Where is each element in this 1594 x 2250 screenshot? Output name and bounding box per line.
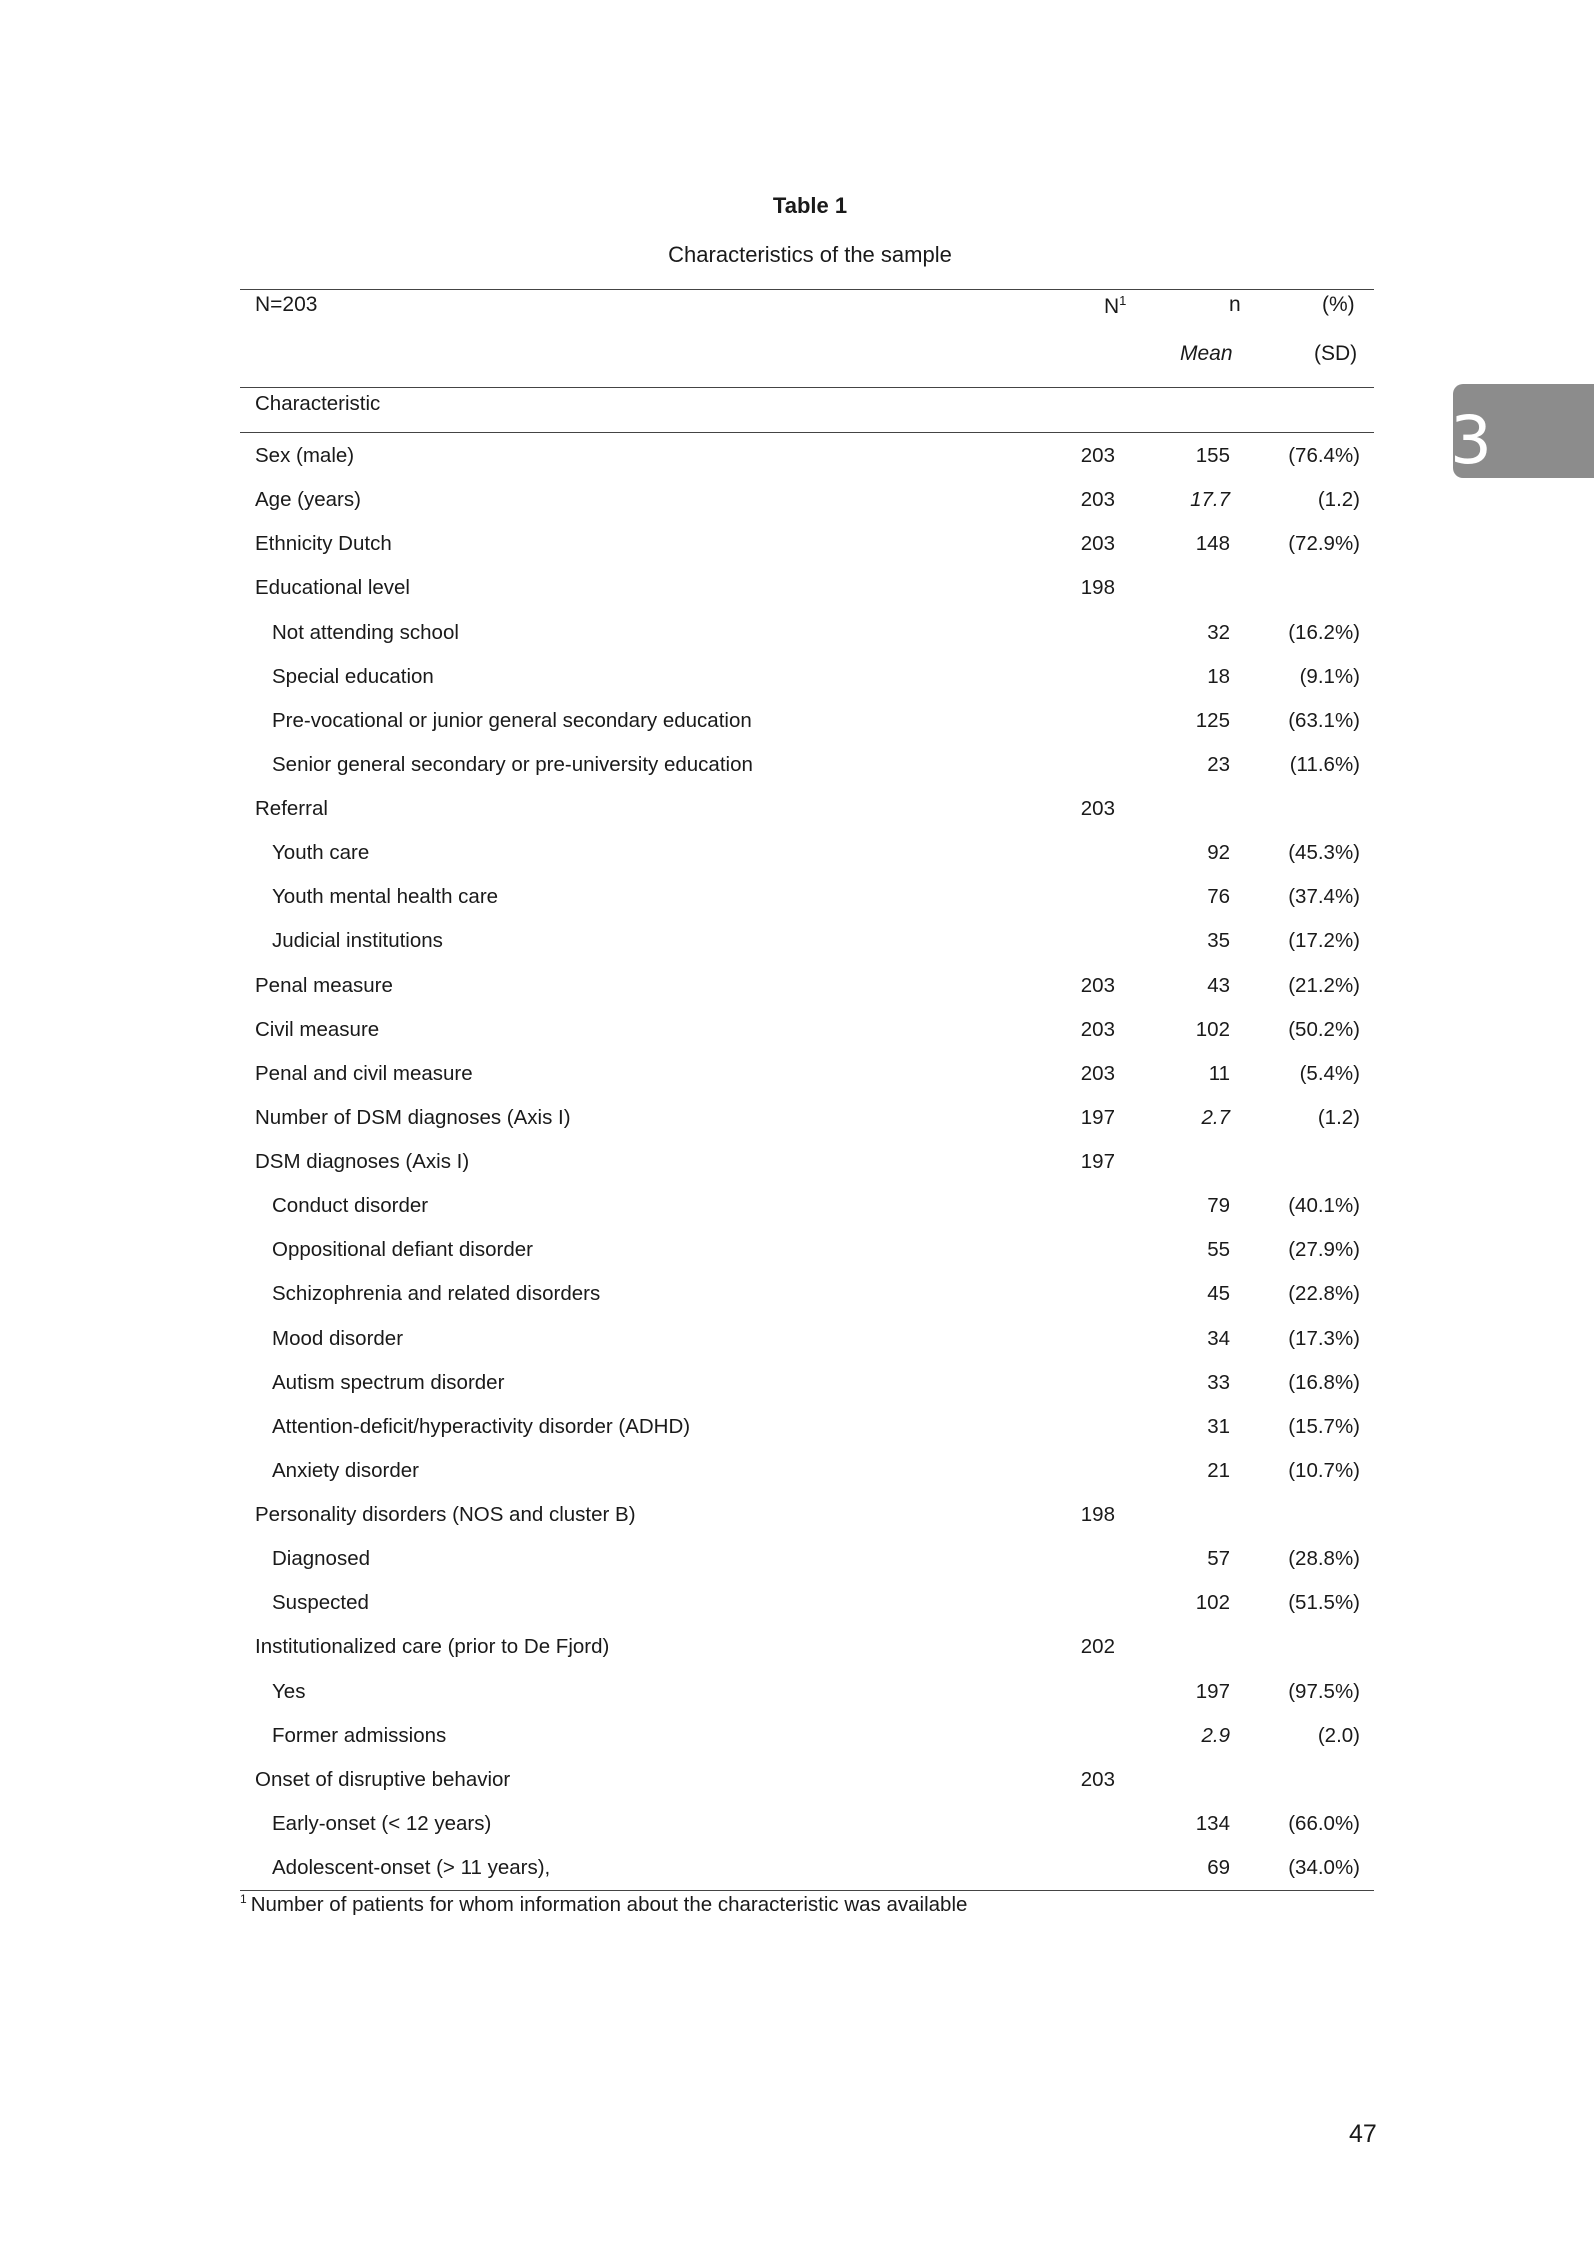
row-label: Former admissions — [272, 1723, 447, 1747]
row-value: 35 — [1207, 929, 1230, 953]
chapter-number: 3 — [1450, 402, 1492, 479]
row-n-total: 203 — [1080, 1017, 1115, 1041]
row-stat: (97.5%) — [1288, 1679, 1360, 1703]
table-row — [240, 1317, 1374, 1361]
row-n-total: 198 — [1080, 1503, 1115, 1527]
row-label: Oppositional defiant disorder — [272, 1238, 533, 1262]
n-total-header: $N^1$ — [1104, 293, 1127, 318]
row-n-total: 197 — [1080, 1150, 1115, 1174]
row-label: Educational level — [255, 576, 410, 600]
row-stat — [1230, 1493, 1374, 1537]
header-rule — [240, 387, 1374, 388]
row-value: 33 — [1207, 1370, 1230, 1394]
row-value: 32 — [1207, 620, 1230, 644]
n-header: n — [1229, 293, 1241, 316]
row-label: Youth mental health care — [272, 885, 499, 909]
row-stat: (21.2%) — [1288, 973, 1360, 997]
row-n-total — [1005, 1405, 1115, 1449]
top-rule — [240, 289, 1374, 290]
table-row — [240, 1581, 1374, 1625]
row-n-total: 203 — [1080, 1061, 1115, 1085]
row-value: 125 — [1195, 708, 1230, 732]
row-n-total — [1005, 1228, 1115, 1272]
table-row — [240, 655, 1374, 699]
table-row — [240, 1052, 1374, 1096]
row-n-total — [1005, 1846, 1115, 1890]
row-value: 31 — [1207, 1414, 1230, 1438]
row-stat: (5.4%) — [1299, 1061, 1360, 1085]
row-value: 69 — [1207, 1856, 1230, 1880]
row-value: 43 — [1207, 973, 1230, 997]
row-n-total — [1005, 699, 1115, 743]
row-n-total: 203 — [1080, 444, 1115, 468]
row-n-total: 197 — [1080, 1105, 1115, 1129]
table-row — [240, 1537, 1374, 1581]
row-label: Suspected — [272, 1591, 369, 1615]
row-stat: (50.2%) — [1288, 1017, 1360, 1041]
bottom-rule — [240, 1890, 1374, 1891]
row-label: Conduct disorder — [272, 1194, 429, 1218]
row-label: Schizophrenia and related disorders — [272, 1282, 601, 1306]
row-value — [1115, 1758, 1230, 1802]
table-row — [240, 699, 1374, 743]
row-stat: (34.0%) — [1288, 1856, 1360, 1880]
row-label: Onset of disruptive behavior — [255, 1767, 511, 1791]
body-top-rule — [240, 432, 1374, 433]
table-row — [240, 1493, 1374, 1537]
row-n-total — [1005, 1714, 1115, 1758]
row-n-total — [1005, 1581, 1115, 1625]
row-label: Number of DSM diagnoses (Axis I) — [255, 1105, 571, 1129]
row-stat: (27.9%) — [1288, 1238, 1360, 1262]
row-stat: (72.9%) — [1288, 532, 1360, 556]
row-stat: (17.2%) — [1288, 929, 1360, 953]
table-row — [240, 743, 1374, 787]
row-label: Special education — [272, 664, 434, 688]
table-row — [240, 1714, 1374, 1758]
table-row — [240, 1096, 1374, 1140]
row-value: 197 — [1195, 1679, 1230, 1703]
row-n-total — [1005, 655, 1115, 699]
row-stat — [1230, 787, 1374, 831]
row-value — [1115, 787, 1230, 831]
table-row — [240, 831, 1374, 875]
row-value: 2.9 — [1201, 1723, 1230, 1747]
row-stat: (10.7%) — [1288, 1458, 1360, 1482]
row-value: 11 — [1208, 1061, 1230, 1085]
row-label: Diagnosed — [272, 1547, 371, 1571]
row-n-total — [1005, 1802, 1115, 1846]
row-value — [1115, 1140, 1230, 1184]
row-value: 102 — [1195, 1017, 1230, 1041]
row-label: Referral — [255, 797, 328, 821]
table-row — [240, 1625, 1374, 1669]
row-value: 148 — [1195, 532, 1230, 556]
table-row — [240, 875, 1374, 919]
row-label: Adolescent-onset (> 11 years), — [272, 1856, 551, 1880]
table-row — [240, 1140, 1374, 1184]
table-row — [240, 522, 1374, 566]
row-n-total: 203 — [1080, 532, 1115, 556]
table-row — [240, 1228, 1374, 1272]
table-title: Table 1 — [772, 193, 848, 218]
row-n-total: 203 — [1080, 973, 1115, 997]
percent-header: (%) — [1322, 293, 1355, 316]
row-stat: (2.0) — [1317, 1723, 1360, 1747]
characteristics-table — [240, 434, 1374, 1890]
row-n-total: 203 — [1080, 797, 1115, 821]
table-row — [240, 1272, 1374, 1316]
row-n-total — [1005, 875, 1115, 919]
row-label: Sex (male) — [255, 444, 355, 468]
table-row — [240, 919, 1374, 963]
row-stat: (9.1%) — [1299, 664, 1360, 688]
sample-size-header: N=203 — [255, 293, 318, 316]
row-label: Pre-vocational or junior general secondary education — [272, 708, 752, 732]
row-label: Autism spectrum disorder — [272, 1370, 505, 1394]
row-label: Personality disorders (NOS and cluster B) — [255, 1503, 636, 1527]
row-n-total — [1005, 1537, 1115, 1581]
row-n-total: 202 — [1080, 1635, 1115, 1659]
footnote: $^1$ Number of patients for whom information about the characteristic was available — [240, 1892, 968, 1916]
row-value — [1115, 566, 1230, 610]
row-value: 55 — [1207, 1238, 1230, 1262]
row-n-total — [1005, 1184, 1115, 1228]
row-label: Age (years) — [255, 488, 361, 512]
row-label: DSM diagnoses (Axis I) — [255, 1150, 470, 1174]
row-label: Penal measure — [255, 973, 393, 997]
row-label: Mood disorder — [272, 1326, 404, 1350]
row-label: Senior general secondary or pre-university education — [272, 752, 753, 776]
row-n-total: 203 — [1080, 1767, 1115, 1791]
row-value: 92 — [1207, 841, 1230, 865]
characteristic-header: Characteristic — [255, 392, 381, 415]
table-row — [240, 1361, 1374, 1405]
table-row — [240, 1846, 1374, 1890]
table-row — [240, 1405, 1374, 1449]
row-label: Institutionalized care (prior to De Fjord) — [255, 1635, 610, 1659]
row-value: 76 — [1207, 885, 1230, 909]
row-value: 45 — [1207, 1282, 1230, 1306]
row-n-total — [1005, 919, 1115, 963]
table-row — [240, 611, 1374, 655]
row-stat: (51.5%) — [1288, 1591, 1360, 1615]
row-value — [1115, 1493, 1230, 1537]
table-row — [240, 566, 1374, 610]
row-stat: (15.7%) — [1288, 1414, 1360, 1438]
row-stat: (1.2) — [1317, 1105, 1360, 1129]
row-stat — [1230, 1758, 1374, 1802]
row-n-total: 203 — [1080, 488, 1115, 512]
row-label: Attention-deficit/hyperactivity disorder (ADHD) — [272, 1414, 691, 1438]
row-stat: (45.3%) — [1288, 841, 1360, 865]
table-row — [240, 1449, 1374, 1493]
row-n-total — [1005, 1449, 1115, 1493]
row-value — [1115, 1625, 1230, 1669]
table-row — [240, 478, 1374, 522]
row-value: 102 — [1195, 1591, 1230, 1615]
row-label: Yes — [272, 1679, 306, 1703]
table-row — [240, 434, 1374, 478]
page-number: 47 — [1349, 2120, 1377, 2148]
row-stat: (16.8%) — [1288, 1370, 1360, 1394]
row-label: Youth care — [272, 841, 370, 865]
row-stat — [1230, 1625, 1374, 1669]
table-row — [240, 787, 1374, 831]
row-value: 23 — [1207, 752, 1230, 776]
row-value: 34 — [1207, 1326, 1230, 1350]
row-stat — [1230, 566, 1374, 610]
row-stat: (16.2%) — [1288, 620, 1360, 644]
row-stat: (63.1%) — [1288, 708, 1360, 732]
table-row — [240, 1802, 1374, 1846]
row-value: 18 — [1207, 664, 1230, 688]
row-value: 134 — [1195, 1811, 1230, 1835]
row-n-total — [1005, 611, 1115, 655]
row-label: Anxiety disorder — [272, 1458, 419, 1482]
table-caption: Characteristics of the sample — [668, 242, 952, 267]
row-value: 79 — [1207, 1194, 1230, 1218]
row-n-total — [1005, 1361, 1115, 1405]
row-label: Not attending school — [272, 620, 459, 644]
row-stat: (11.6%) — [1289, 752, 1360, 776]
row-value: 57 — [1207, 1547, 1230, 1571]
row-label: Ethnicity Dutch — [255, 532, 392, 556]
row-stat: (28.8%) — [1288, 1547, 1360, 1571]
table-row — [240, 964, 1374, 1008]
row-value: 17.7 — [1190, 488, 1230, 512]
row-stat: (66.0%) — [1288, 1811, 1360, 1835]
row-n-total: 198 — [1080, 576, 1115, 600]
row-n-total — [1005, 743, 1115, 787]
row-n-total — [1005, 1670, 1115, 1714]
row-stat: (1.2) — [1317, 488, 1360, 512]
row-n-total — [1005, 1317, 1115, 1361]
row-stat: (76.4%) — [1288, 444, 1360, 468]
row-value: 21 — [1207, 1458, 1230, 1482]
row-label: Judicial institutions — [272, 929, 443, 953]
sd-header: (SD) — [1314, 342, 1358, 365]
table-row — [240, 1184, 1374, 1228]
row-value: 2.7 — [1201, 1105, 1230, 1129]
row-stat: (17.3%) — [1288, 1326, 1360, 1350]
table-row — [240, 1758, 1374, 1802]
row-label: Penal and civil measure — [255, 1061, 473, 1085]
row-label: Civil measure — [255, 1017, 380, 1041]
row-stat: (22.8%) — [1288, 1282, 1360, 1306]
row-label: Early-onset (< 12 years) — [272, 1811, 492, 1835]
row-stat — [1230, 1140, 1374, 1184]
row-n-total — [1005, 831, 1115, 875]
mean-header: Mean — [1180, 342, 1233, 365]
row-stat: (37.4%) — [1288, 885, 1360, 909]
row-stat: (40.1%) — [1288, 1194, 1360, 1218]
table-row — [240, 1008, 1374, 1052]
row-value: 155 — [1195, 444, 1230, 468]
row-n-total — [1005, 1272, 1115, 1316]
table-row — [240, 1670, 1374, 1714]
